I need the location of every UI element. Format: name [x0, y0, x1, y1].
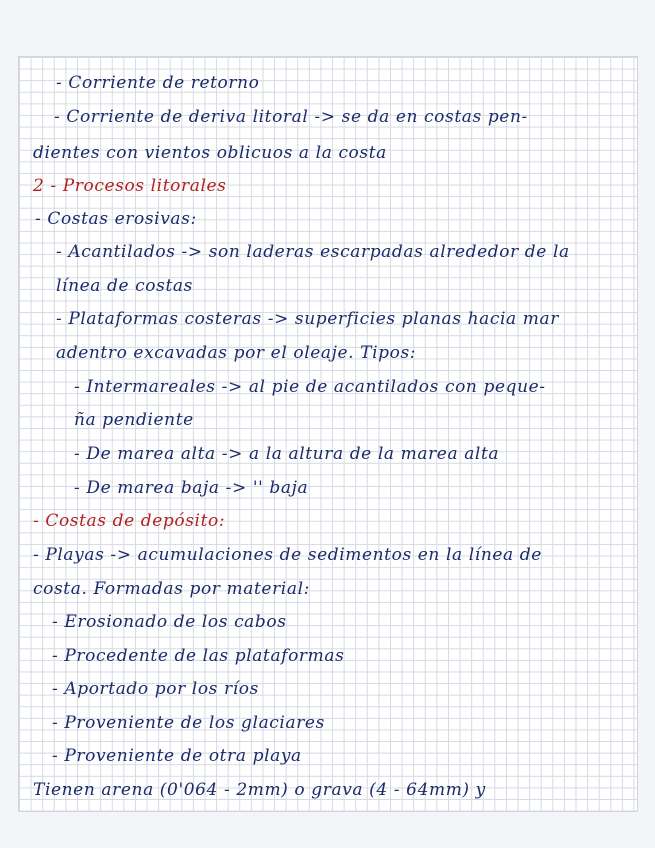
note-line-15: - Playas -> acumulaciones de sedimentos en la línea de — [33, 545, 542, 565]
note-line-1: - Corriente de retorno — [56, 73, 260, 93]
note-line-costas-erosivas: - Costas erosivas: — [35, 209, 197, 229]
section-heading-procesos-litorales: 2 - Procesos litorales — [33, 176, 227, 196]
notebook-page — [18, 56, 638, 812]
note-line-10: - Intermareales -> al pie de acantilados con peque- — [74, 377, 546, 397]
note-line-8: - Plataformas costeras -> superficies planas hacia mar — [56, 309, 559, 329]
note-line-20: - Proveniente de los glaciares — [52, 713, 325, 733]
note-line-11: ña pendiente — [74, 410, 194, 430]
note-line-21: - Proveniente de otra playa — [52, 746, 302, 766]
note-line-18: - Procedente de las plataformas — [52, 646, 345, 666]
note-line-22: Tienen arena (0'064 - 2mm) o grava (4 - 64mm) y — [33, 780, 486, 800]
note-line-16: costa. Formadas por material: — [33, 579, 310, 599]
note-line-6: - Acantilados -> son laderas escarpadas alrededor de la — [56, 242, 570, 262]
note-line-2: - Corriente de deriva litoral -> se da en costas pen- — [54, 107, 528, 127]
note-line-19: - Aportado por los ríos — [52, 679, 259, 699]
note-line-3: dientes con vientos oblicuos a la costa — [33, 143, 387, 163]
note-line-9: adentro excavadas por el oleaje. Tipos: — [56, 343, 417, 363]
note-line-13: - De marea baja -> '' baja — [74, 478, 309, 498]
note-line-17: - Erosionado de los cabos — [52, 612, 287, 632]
note-line-12: - De marea alta -> a la altura de la marea alta — [74, 444, 500, 464]
section-heading-costas-deposito: - Costas de depósito: — [33, 511, 226, 531]
note-line-7: línea de costas — [56, 276, 193, 296]
